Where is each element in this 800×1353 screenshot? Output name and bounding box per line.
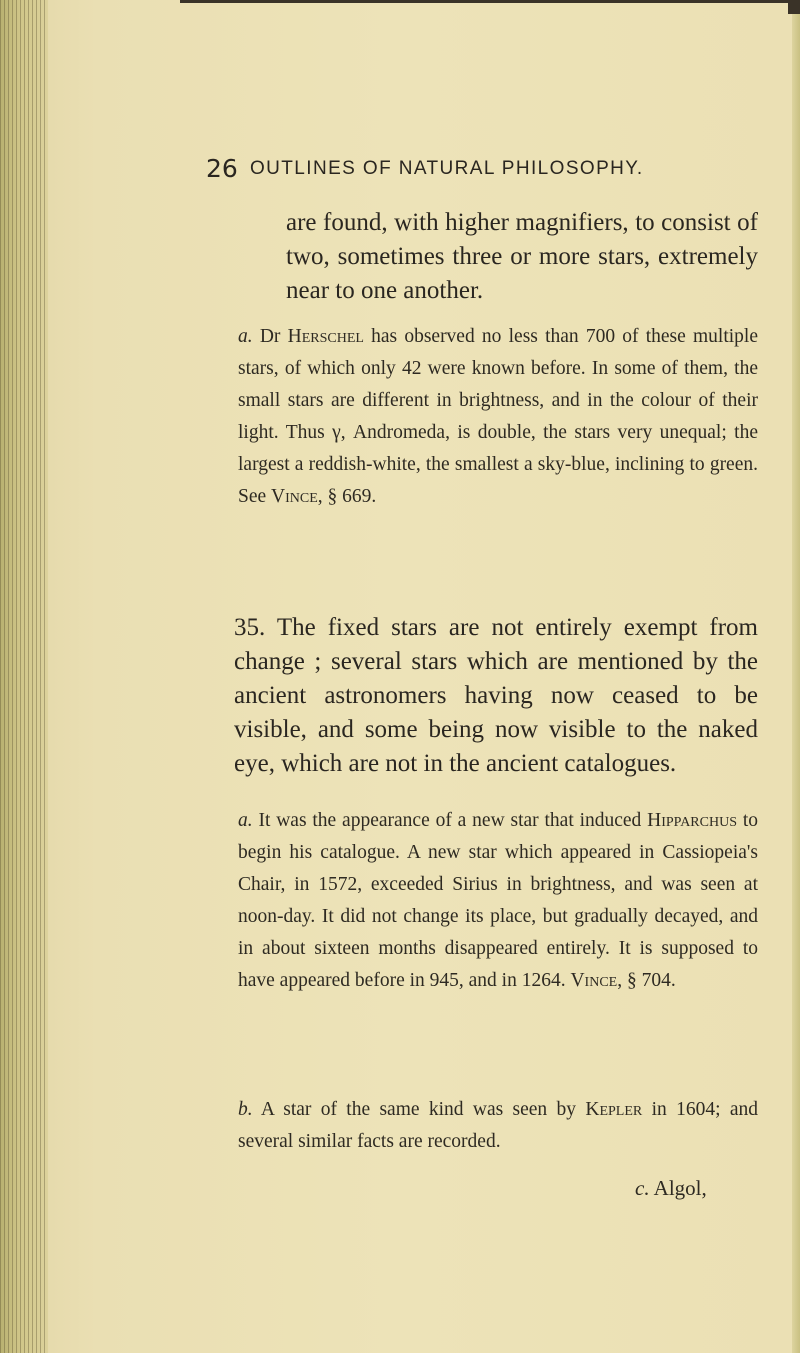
note-hipparchus <box>238 805 758 997</box>
reference-section: § 669. <box>327 486 377 507</box>
lead-paragraph: are found, with higher magnifiers, to consist of two, sometimes three or more stars, extremely near to one another. <box>286 209 758 304</box>
note-text: Dr <box>259 326 281 347</box>
binding-spine <box>0 0 48 1353</box>
page-number: 26 <box>206 154 238 183</box>
catchword-label: c. <box>635 1176 650 1200</box>
note-text: in 1604; and several similar facts are recorded. <box>238 1099 759 1152</box>
corner-mark <box>788 0 800 14</box>
note-herschel <box>238 321 758 513</box>
note-kepler <box>238 1094 758 1158</box>
note-label: a. <box>238 810 253 831</box>
note-text: to begin his catalogue. A new star which appeared in Cassiopeia's Chair, in 1572, exceeded Sirius in brightness, and was seen at noon-day. It did not change its place, but gradually decayed, and in about sixteen months disappeared entirely. It is supposed to have appeared before in 945, and in 1264. <box>238 810 758 991</box>
note-label: a. <box>238 326 253 347</box>
top-edge-line <box>180 0 800 3</box>
note-text: It was the appearance of a new star that induced <box>258 810 642 831</box>
paragraph-35 <box>234 611 758 781</box>
author-name: Kepler <box>585 1099 643 1120</box>
page-header <box>206 154 746 190</box>
author-name: Hipparchus <box>647 810 737 831</box>
note-text: has observed no less than 700 of these multiple stars, of which only 42 were known before. In some of them, the small stars are different in brightness, and in the colour of their light. Thus γ, Andromeda, is double, the stars very unequal; the largest a reddish-white, the smallest a sky-blue, inclining to green. See <box>238 326 759 507</box>
catchword-word: Algol, <box>653 1176 707 1200</box>
paragraph-number: 35. <box>234 614 266 641</box>
reference-section: § 704. <box>626 970 676 991</box>
reference-name: Vince, <box>570 970 623 991</box>
note-label: b. <box>238 1099 253 1120</box>
catchword <box>635 1176 707 1201</box>
right-page-edge <box>792 14 800 1353</box>
reference-name: Vince, <box>271 486 323 507</box>
paragraph-text: The fixed stars are not entirely exempt from change ; several stars which are mentioned by the ancient astronomers having now ceased to be visible, and some being now visible to the naked eye, which are not in the ancient catalogues. <box>234 614 758 777</box>
note-text: A star of the same kind was seen by <box>260 1099 577 1120</box>
running-title: OUTLINES OF NATURAL PHILOSOPHY. <box>250 158 644 179</box>
author-name: Herschel <box>287 326 364 347</box>
